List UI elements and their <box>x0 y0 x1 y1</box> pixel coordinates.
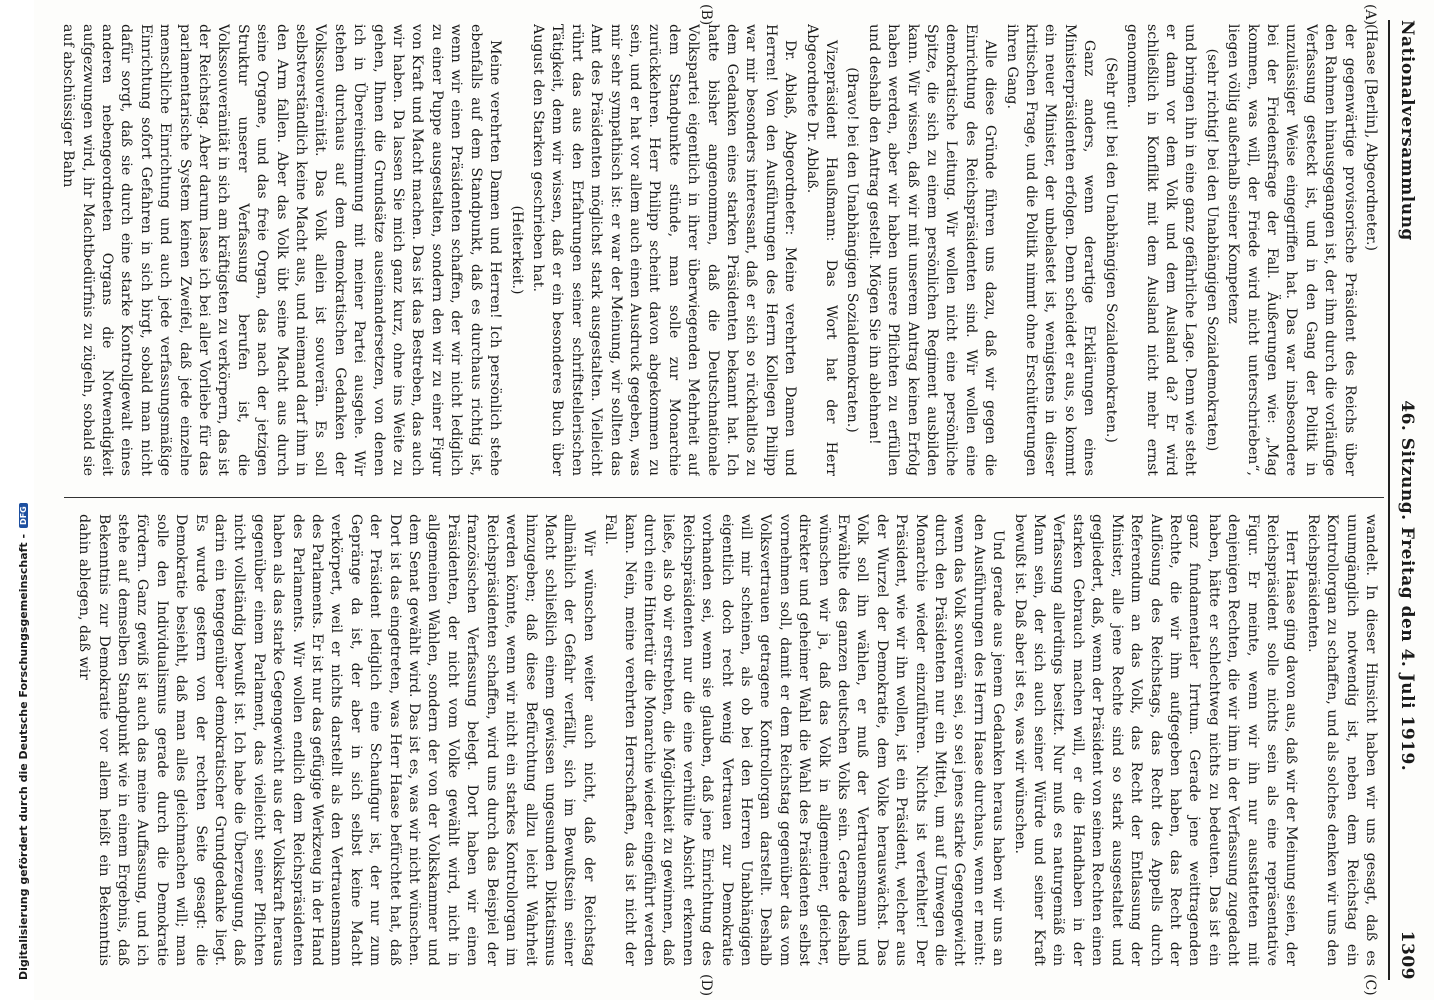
rotated-page <box>34 0 1434 1000</box>
paragraph: Wir wünschen weiter auch nicht, daß der Reichstag allmählich der Gefahr verfällt, sich im Bewußtsein seiner Macht schließlich einem gewissen ungesunden Diktatismus hinzugeben; daß diese Befürchtung allzu leicht Wahrheit werden könnte, wenn wir nicht ein starkes Kontrollorgan im Reichspräsidenten schaffen, wird uns durch das Beispiel der französischen Verfassung belegt. Dort haben wir einen Präsidenten, der nicht vom Volke gewählt wird, nicht in allgemeinen Wahlen, sondern der von der Volkskammer und dem Senat gewählt wird. Das ist es, was wir nicht wünschen. Dort ist das eingetreten, was Herr Haase befürchtet hat, daß der Präsident lediglich eine Schaufigur ist, der nur zum Gepränge da ist, der aber in sich selbst keine Macht verkörpert, weil er nichts darstellt als den Vertrauensmann des Parlaments. Er ist nur das gefügige Werkzeug in der Hand des Parlaments. Wir wollen endlich dem Reichspräsidenten haben als das starke Gegengewicht aus der Volkskraft heraus gegenüber einem Parlament, das vielleicht seiner Pflichten nicht vollständig bewußt ist. Ich habe die Überzeugung, daß darin ein tengegenüber demokratischer Grundgedanke liegt. Es wurde gestern von der rechten Seite gesagt: die Demokratie besiehlt, daß man alles gleichmachen will; man solle den Individualismus gerade durch die Demokratie fördern. Ganz gewiß ist auch das meine Auffassung, und ich stehe auf demselben Standpunkt wie in einem Ergebnis, daß Bekenntnis zur Demokratie vor allem heißt ein Bekenntnis dahin ablegen, daß wir <box>76 514 597 966</box>
dfg-logo: DFG <box>19 503 28 528</box>
margin-marker-c: (C) <box>1362 974 1378 996</box>
paragraph: Dr. Ablaß, Abgeordneter: Meine verehrten Damen und Herren! Von den Ausführungen des Herrn Kollegen Philipp war mir besonders interessant, daß er sich so rückhaltlos zu dem Gedanken eines starken Präsidenten bekannt hat. Ich hatte bisher angenommen, daß die Deutschnationale Volkspartei eigentlich in ihrer überwiegenden Mehrheit auf dem Standpunkte stünde, man solle zur Monarchie zurückkehren. Herr Philipp scheint davon abgekommen zu sein, und er hat vor allem auch einen Ausdruck gegeben, was mir sehr sympathisch ist: er war der Meinung, wir sollten das Amt des Präsidenten möglichst stark ausgestalten. Vielleicht rührt das aus den Erfahrungen seiner schriftstellerischen Tätigkeit, denn wir wissen, daß er ein besonderes Buch über August den Starken geschrieben hat. <box>529 24 799 476</box>
left-column <box>60 24 1380 476</box>
header-rule <box>1388 20 1390 980</box>
footer-credit <box>16 506 30 980</box>
paragraph: wandelt. In dieser Hinsicht haben wir uns gesagt, daß es unumgänglich notwendig ist, neben dem Reichstag ein Kontrollorgan zu schaffen, und als solches denken wir uns den Reichspräsidenten. <box>1304 514 1379 966</box>
paragraph: Meine verehrten Damen und Herren! Ich persönlich stehe ebenfalls auf dem Standpunkt, daß es durchaus richtig ist, wenn wir einen Präsidenten schaffen, der wir nicht lediglich zu einer Puppe ausgestalten, sondern den wir zu einer Figur von Kraft und Macht machen. Das ist das Bestreben, das auch wir haben. Da lassen Sie mich ganz kurz, ohne ins Weite zu gehen, Ihnen die Grundsätze auseinandersetzen, von denen ich in Übereinstimmung mit meiner Partei ausgehe. Wir stehen durchaus auf dem demokratischen Gedanken der Volkssouveränität. Das Volk allein ist souverän. Es soll selbstverständlich keine Macht aus, und niemand darf ihm in den Arm fallen. Aber das Volk übt seine Macht aus durch seine Organe, und das freie Organ, das nach der jetzigen Struktur unserer Verfassung berufen ist, die Volkssouveränität in sich am kräftigsten zu verkörpern, das ist der Reichstag. Aber darum lasse ich bei aller Vorliebe für das parlamentarische System keinen Zweifel, daß jede einzelne menschliche Einrichtung und auch jede verfassungsmäßige Einrichtung sofort Gefahren in sich birgt, sobald man nicht dafür sorgt, daß sie durch eine starke Kontrollgewalt eines anderen nebengeordneten Organs die Notwendigkeit aufgezwungen wird, ihr Machtbedürfnis zu zügeln, sobald sie auf abschüssiger Bahn <box>60 24 504 476</box>
paragraph: Ganz anders, wenn derartige Erklärungen eines Ministerpräsidenten erfolgen. Denn scheidet er aus, so kommt ein neuer Minister, der unbelastet ist, wenigstens in dieser kritischen Frage, und die Politik nimmt ohne Erschütterungen ihren Gang. <box>1003 24 1098 476</box>
credit-text: Digitalisierung gefördert durch die Deutsche Forschungsgemeinschaft - <box>16 533 30 980</box>
interjection: (Bravo! bei den Unabhängigen Sozialdemokraten.) <box>844 67 861 433</box>
paragraph: Herr Haase ging davon aus, daß wir der Meinung seien, der Reichspräsident solle nichts sein als eine repräsentative Figur. Er meinte, wenn wir ihn nur ausstatteten mit denjenigen Rechten, die wir ihm in der Verfassung zugedacht haben, hätte er schlechtweg nichts zu bedeuten. Das ist ein ganz fundamentaler Irrtum. Gerade jene weittragenden Rechte, die wir ihm aufgegeben haben, das Recht der Auflösung des Reichstags, das Recht des Appells durch Referendum an das Volk, das Recht der Entlassung der Minister, alle jene Rechte sind so stark ausgestaltet und gegliedert, daß, wenn der Präsident von seinen Rechten einen starken Gebrauch machen will, er die Handhaben in der Verfassung allerdings besitzt. Nur muß es naturgemäß ein Mann sein, der sich auch seiner Würde und seiner Kraft bewußt ist. Daß aber ist es, was wir wünschen. <box>1011 514 1300 966</box>
speaker-announcement: Vizepräsident Haußmann: Das Wort hat der Herr Abgeordnete Dr. Ablaß. <box>803 24 840 476</box>
column-divider <box>64 497 1384 498</box>
speaker-line: (Haase [Berlin], Abgeordneter.) <box>1363 24 1379 252</box>
paragraph: der gegenwärtige provisorische Präsident des Reichs über den Rahmen hinausgegangen ist, der ihm durch die vorläufige Verfassung gesteckt ist, und in den Gang der Politik in unzulässiger Weise eingegriffen hat. Das war insbesondere bei der Friedensfrage der Fall. Äußerungen wie: „Mag kommen, was will, der Friede wird nicht unterschrieben“, liegen völlig außerhalb seiner Kompetenz <box>1225 24 1358 476</box>
margin-marker-d: (D) <box>698 974 714 997</box>
header-left: Nationalversammlung <box>1397 20 1417 241</box>
page-number: 1309 <box>1397 930 1417 980</box>
paragraph: Und gerade aus jenem Gedanken heraus haben wir uns an den Ausführungen des Herrn Haase durchaus, wenn er meint: wenn das Volk souverän sei, so sei jenes starke Gegengewicht durch den Präsidenten nur ein Mittel, um auf Umwegen die Monarchie wieder einzuführen. Nichts ist verfehlter! Der Präsident, wie wir ihn wollen, ist ein Präsident, welcher aus der Wurzel der Demokratie, dem Volke herauswächst. Das Volk soll ihn wählen, er muß der Vertrauensmann und Erwählte des ganzen deutschen Volks sein. Gerade deshalb wünschen wir ja, daß das Volk in allgemeiner, gleicher, direkter und geheimer Wahl die Wahl des Präsidenten selbst vornehmen soll, damit er dem Reichstag gegenüber das vom Volksvertrauen getragene Kontrollorgan darstellt. Deshalb will mir scheinen, als ob bei den Herren Unabhängigen eigentlich doch recht wenig Vertrauen zur Demokratie vorhanden sei, wenn sie glauben, daß jene Einrichtung des Reichspräsidenten nur die eine verhüllte Absicht erkennen ließe, als ob wir erstrebten, die Möglichkeit zu gewinnen, daß durch eine Hintertür die Monarchie wieder eingeführt werden kann. Nein, meine verehrten Herrschaften, das ist nicht der Fall. <box>602 514 1007 966</box>
page-header <box>1392 20 1422 980</box>
margin-marker-b: (B) <box>698 4 714 26</box>
paragraph: Alle diese Gründe führen uns dazu, daß wir gegen die Einrichtung des Reichspräsidenten sind. Wir wollen eine demokratische Leitung. Wir wollen nicht eine persönliche Spitze, die sich zu einem persönlichen Regiment ausbilden kann. Wir wissen, daß wir mit unserem Antrag keinen Erfolg haben werden, aber wir haben unsere Pflichten zu erfüllen und deshalb den Antrag gestellt. Mögen Sie ihn ablehnen! <box>865 24 999 476</box>
right-column <box>60 514 1380 966</box>
margin-marker-a: (A) <box>1362 4 1378 26</box>
paragraph: und bringen ihn in eine ganz gefährliche Lage. Denn wie steht er dann vor dem Volk und dem Ausland da? Er wird schließlich in Konflikt mit dem Ausland nicht mehr ernst genommen. <box>1124 24 1199 476</box>
header-title: 46. Sitzung. Freitag den 4. Juli 1919. <box>1397 400 1417 772</box>
interjection: (Heiterkeit.) <box>508 205 525 295</box>
interjection: (sehr richtig! bei den Unabhängigen Sozialdemokraten) <box>1203 48 1220 452</box>
interjection: (Sehr gut! bei den Unabhängigen Sozialdemokraten.) <box>1102 57 1119 443</box>
